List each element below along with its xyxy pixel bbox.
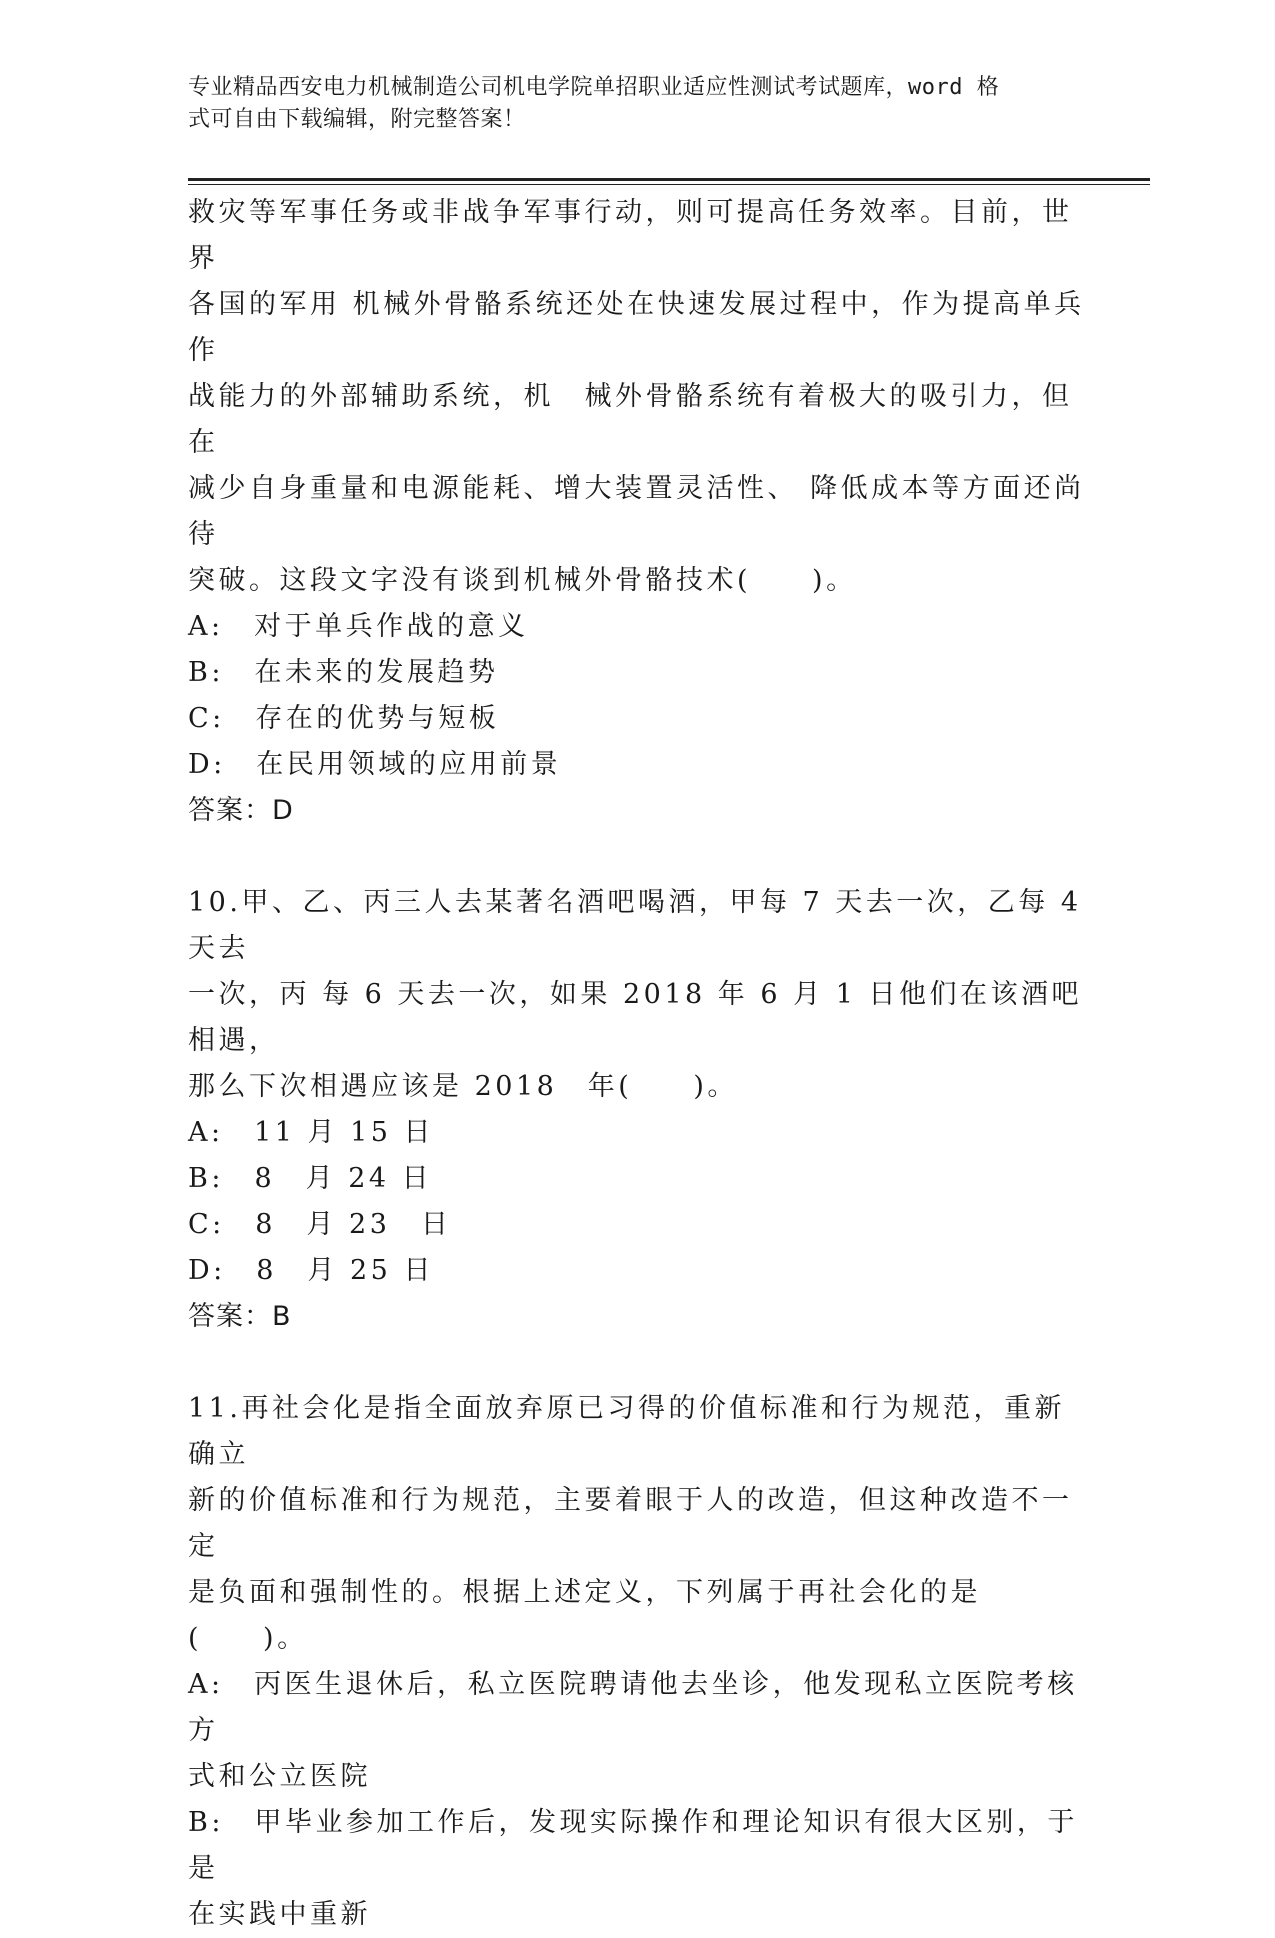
option-d: D: 8 月 25 日 bbox=[188, 1255, 434, 1286]
header-divider-thin bbox=[188, 184, 1150, 185]
question-text-line: 战能力的外部辅助系统，机 械外骨骼系统有着极大的吸引力，但在 bbox=[188, 381, 1073, 458]
option-b: B: 甲毕业参加工作后，发现实际操作和理论知识有很大区别，于是 bbox=[188, 1807, 1078, 1884]
question-text-line: 一次，丙 每 6 天去一次，如果 2018 年 6 月 1 日他们在该酒吧相遇， bbox=[188, 979, 1082, 1056]
question-9 bbox=[188, 190, 1088, 834]
question-text-line: 救灾等军事任务或非战争军事行动，则可提高任务效率。目前，世界 bbox=[188, 197, 1073, 274]
answer-line: 答案：D bbox=[188, 795, 294, 826]
question-text-line: 那么下次相遇应该是 2018 年( )。 bbox=[188, 1071, 738, 1102]
option-b-continued: 在实践中重新 bbox=[188, 1899, 371, 1930]
document-header bbox=[188, 72, 1068, 136]
header-divider-thick bbox=[188, 178, 1150, 181]
option-b: B: 在未来的发展趋势 bbox=[188, 657, 499, 688]
question-text-line: 10.甲、乙、丙三人去某著名酒吧喝酒，甲每 7 天去一次，乙每 4 天去 bbox=[188, 887, 1082, 964]
question-11 bbox=[188, 1386, 1088, 1938]
option-a-continued: 式和公立医院 bbox=[188, 1761, 371, 1792]
question-text-line: 新的价值标准和行为规范，主要着眼于人的改造，但这种改造不一定 bbox=[188, 1485, 1073, 1562]
question-text-line: 突破。这段文字没有谈到机械外骨骼技术( )。 bbox=[188, 565, 857, 596]
document-body bbox=[188, 190, 1088, 1938]
question-text-line: 各国的军用 机械外骨骼系统还处在快速发展过程中，作为提高单兵作 bbox=[188, 289, 1085, 366]
option-c: C: 8 月 23 日 bbox=[188, 1209, 452, 1240]
answer-line: 答案：B bbox=[188, 1301, 292, 1332]
option-b: B: 8 月 24 日 bbox=[188, 1163, 433, 1194]
option-a: A: 丙医生退休后，私立医院聘请他去坐诊，他发现私立医院考核方 bbox=[188, 1669, 1078, 1746]
header-line: 式可自由下载编辑，附完整答案！ bbox=[188, 107, 526, 132]
option-c: C: 存在的优势与短板 bbox=[188, 703, 500, 734]
option-a: A: 11 月 15 日 bbox=[188, 1117, 435, 1148]
option-d: D: 在民用领域的应用前景 bbox=[188, 749, 562, 780]
spacer bbox=[188, 1340, 1088, 1386]
spacer bbox=[188, 834, 1088, 880]
header-line: 专业精品西安电力机械制造公司机电学院单招职业适应性测试考试题库，word 格 bbox=[188, 75, 1000, 100]
question-text-line: 减少自身重量和电源能耗、增大装置灵活性、 降低成本等方面还尚待 bbox=[188, 473, 1085, 550]
question-text-line: 是负面和强制性的。根据上述定义，下列属于再社会化的是( )。 bbox=[188, 1577, 981, 1654]
question-text-line: 11.再社会化是指全面放弃原已习得的价值标准和行为规范，重新确立 bbox=[188, 1393, 1065, 1470]
option-a: A: 对于单兵作战的意义 bbox=[188, 611, 529, 642]
question-10 bbox=[188, 880, 1088, 1340]
